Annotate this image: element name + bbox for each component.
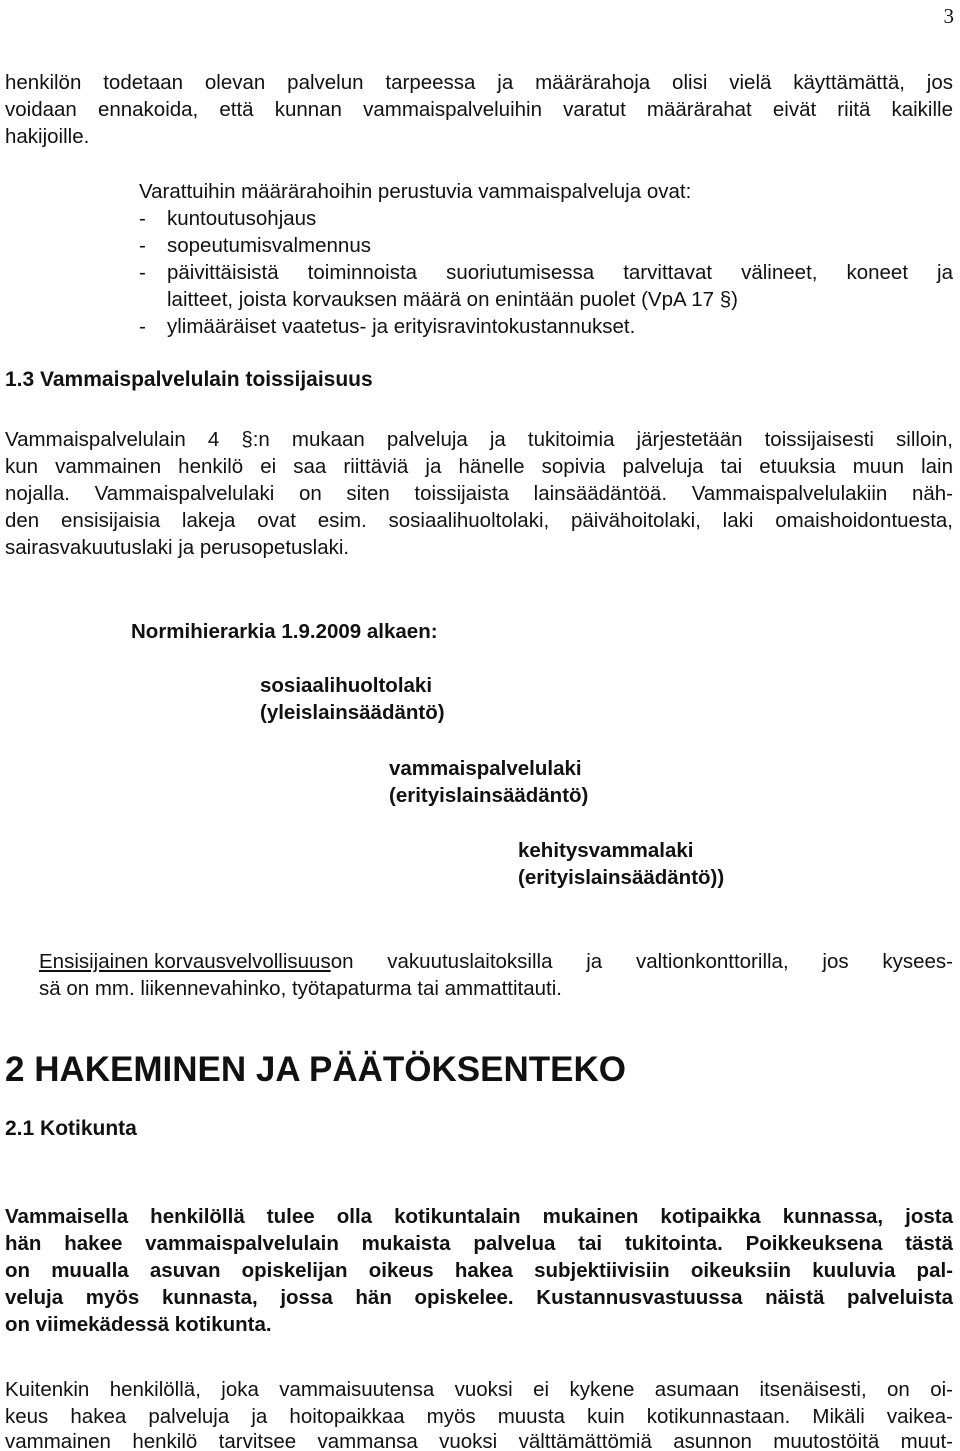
hierarchy-level-2-name: vammaispalvelulaki — [389, 757, 582, 780]
list-item-3: päivittäisistä toiminnoista suoriutumisessa tarvittavat välineet, koneet ja — [167, 261, 953, 284]
list-item-3-continued: laitteet, joista korvauksen määrä on enintään puolet (VpA 17 §) — [167, 288, 738, 311]
hierarchy-level-3-name: kehitysvammalaki — [518, 839, 694, 862]
list-dash-2: - — [139, 234, 146, 257]
hierarchy-level-3-type: (erityislainsäädäntö)) — [518, 866, 725, 889]
kotikunta-bold-line-1: Vammaisella henkilöllä tulee olla kotikuntalain mukainen kotipaikka kunnassa, josta — [5, 1205, 953, 1228]
list-dash-4: - — [139, 315, 146, 338]
kotikunta-bold-line-5: on viimekädessä kotikunta. — [5, 1313, 272, 1336]
section-1-3-line-3: nojalla. Vammaispalvelulaki on siten toissijaista lainsäädäntöä. Vammaispalvelulakiin näh- — [5, 482, 953, 505]
primary-liability-line-1 — [39, 948, 953, 975]
section-1-3-line-2: kun vammainen henkilö ei saa riittäviä ja hänelle sopivia palveluja tai etuuksia muun lain — [5, 455, 953, 478]
list-dash-3: - — [139, 261, 146, 284]
primary-liability-rest: on vakuutuslaitoksilla ja valtionkonttorilla, jos kysees- — [330, 950, 953, 973]
list-intro: Varattuihin määrärahoihin perustuvia vammaispalveluja ovat: — [139, 180, 692, 203]
section-heading-2-1: 2.1 Kotikunta — [5, 1117, 137, 1140]
list-item-4: ylimääräiset vaatetus- ja erityisravintokustannukset. — [167, 315, 636, 338]
list-item-1: kuntoutusohjaus — [167, 207, 317, 230]
page-number: 3 — [943, 4, 954, 28]
hierarchy-level-1-type: (yleislainsäädäntö) — [260, 701, 445, 724]
primary-liability-line-2: sä on mm. liikennevahinko, työtapaturma tai ammattitauti. — [39, 977, 562, 1000]
primary-liability-term: Ensisijainen korvausvelvollisuus — [39, 950, 331, 973]
chapter-2-heading: 2 HAKEMINEN JA PÄÄTÖKSENTEKO — [5, 1050, 626, 1089]
kotikunta-bold-line-2: hän hakee vammaispalvelulain mukaista palvelua tai tukitointa. Poikkeuksena tästä — [5, 1232, 953, 1255]
kotikunta-line-1: Kuitenkin henkilöllä, joka vammaisuutensa vuoksi ei kykene asumaan itsenäisesti, on oi- — [5, 1378, 953, 1401]
list-dash-1: - — [139, 207, 146, 230]
intro-line-3: hakijoille. — [5, 125, 90, 148]
section-1-3-line-1: Vammaispalvelulain 4 §:n mukaan palveluja ja tukitoimia järjestetään toissijaisesti silloin, — [5, 428, 953, 451]
kotikunta-bold-line-4: veluja myös kunnasta, jossa hän opiskelee. Kustannusvastuussa näistä palveluista — [5, 1286, 953, 1309]
kotikunta-line-3: vammainen henkilö tarvitsee vammansa vuoksi välttämättömiä asunnon muutostöitä muut- — [5, 1430, 953, 1451]
section-1-3-line-4: den ensisijaisia lakeja ovat esim. sosiaalihuoltolaki, päivähoitolaki, laki omaishoidontuesta, — [5, 509, 953, 532]
kotikunta-line-2: keus hakea palveluja ja hoitopaikkaa myös muusta kuin kotikunnastaan. Mikäli vaikea- — [5, 1405, 953, 1428]
list-item-2: sopeutumisvalmennus — [167, 234, 371, 257]
kotikunta-bold-line-3: on muualla asuvan opiskelijan oikeus hakea subjektiivisiin oikeuksiin kuuluvia pal- — [5, 1259, 953, 1282]
hierarchy-title: Normihierarkia 1.9.2009 alkaen: — [131, 620, 438, 643]
intro-line-2: voidaan ennakoida, että kunnan vammaispalveluihin varatut määrärahat eivät riitä kaikille — [5, 98, 953, 121]
section-heading-1-3: 1.3 Vammaispalvelulain toissijaisuus — [5, 368, 373, 391]
section-1-3-line-5: sairasvakuutuslaki ja perusopetuslaki. — [5, 536, 350, 559]
hierarchy-level-1-name: sosiaalihuoltolaki — [260, 674, 433, 697]
intro-line-1: henkilön todetaan olevan palvelun tarpeessa ja määrärahoja olisi vielä käyttämättä, jos — [5, 71, 953, 94]
hierarchy-level-2-type: (erityislainsäädäntö) — [389, 784, 589, 807]
